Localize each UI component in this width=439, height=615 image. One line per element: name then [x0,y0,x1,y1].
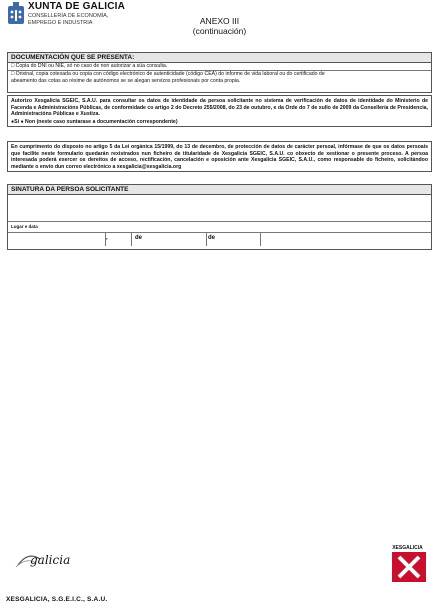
org-name: XUNTA DE GALICIA [28,1,126,12]
galicia-logo-text: galicia [30,553,71,567]
doc-item-vida-laboral-cont: abeamento das cotas ao réxime de autónomos se se alegan servizos profesionais por conta propia. [11,78,241,84]
data-protection-text: En cumprimento do disposto no artigo 5 da Lei orgánica 15/1999, do 13 de decembro, de protección de datos de carácter persoal, infórmase de que os datos persoais que facilite neste formulario quedarán rexistrados nun ficheiro de titularidade de Xesgalicia SGEIC, S.A.U. co obxecto de xestionar o presente proceso. A persoa interesada poderá exercer os dereitos de acceso, rectificación, cancelación e oposición ante Xesgalicia SGEIC, S.A.U., como responsable do ficheiro, solicitándoo mediante o envío dun correo electrónico a xesgalicia@xesgalicia.org [11,144,428,170]
month-field[interactable] [148,233,207,246]
org-department-line-2: EMPREGO E INDUSTRIA [28,20,93,26]
comma-separator: , [106,235,108,241]
annex-title-main: ANEXO III [199,16,240,26]
de-label-2: de [208,235,216,241]
doc-item-vida-laboral[interactable]: □ Orixinal, copia cotexada ou copia con código electrónico de autenticidade (código CEA) do informe de vida laboral ou do certificado de [11,71,325,77]
consent-option[interactable]: ●Si ● Non (neste caso xuntarase a documentación correspondente) [11,118,178,125]
signature-area[interactable] [8,195,431,222]
annex-title-sub: (continuación) [192,26,247,36]
place-date-label: Lugar e data [11,224,38,229]
consent-box [7,95,432,127]
signature-heading: SINATURA DA PERSOA SOLICITANTE [8,185,431,195]
org-department-line-1: CONSELLERÍA DE ECONOMÍA, [28,13,109,19]
doc-item-dni[interactable]: □ Copia do DNI ou NIE, só no caso de non autorizar a súa consulta. [8,63,431,71]
consent-text: Autorizo Xesgalicia SGEIC, S.A.U. para consultar os datos de identidade da persoa solicitante no sistema de verificación de datos de identidade do Ministerio de Facenda e Administracións Públicas, de conformidade co artigo 2 do Decreto 255/2008, do 23 de outubro, e da Orde do 7 de xullo de 2009 da Consellería de Presidencia, Administracións Públicas e Xustiza. [11,98,428,118]
place-field[interactable] [8,233,106,246]
xesgalicia-logo-icon [392,552,426,582]
annex-title [0,16,439,36]
company-name: XESGALICIA, S.G.E.I.C., S.A.U. [6,596,108,603]
place-date-row [8,232,431,247]
data-protection-box [7,141,432,172]
documentation-box [7,52,432,93]
xesgalicia-logo-label: XESGALICIA [392,545,423,551]
de-label-1: de [135,235,143,241]
documentation-heading: DOCUMENTACIÓN QUE SE PRESENTA: [8,53,431,63]
year-field[interactable] [220,233,261,246]
day-field[interactable] [109,233,132,246]
signature-box [7,184,432,250]
